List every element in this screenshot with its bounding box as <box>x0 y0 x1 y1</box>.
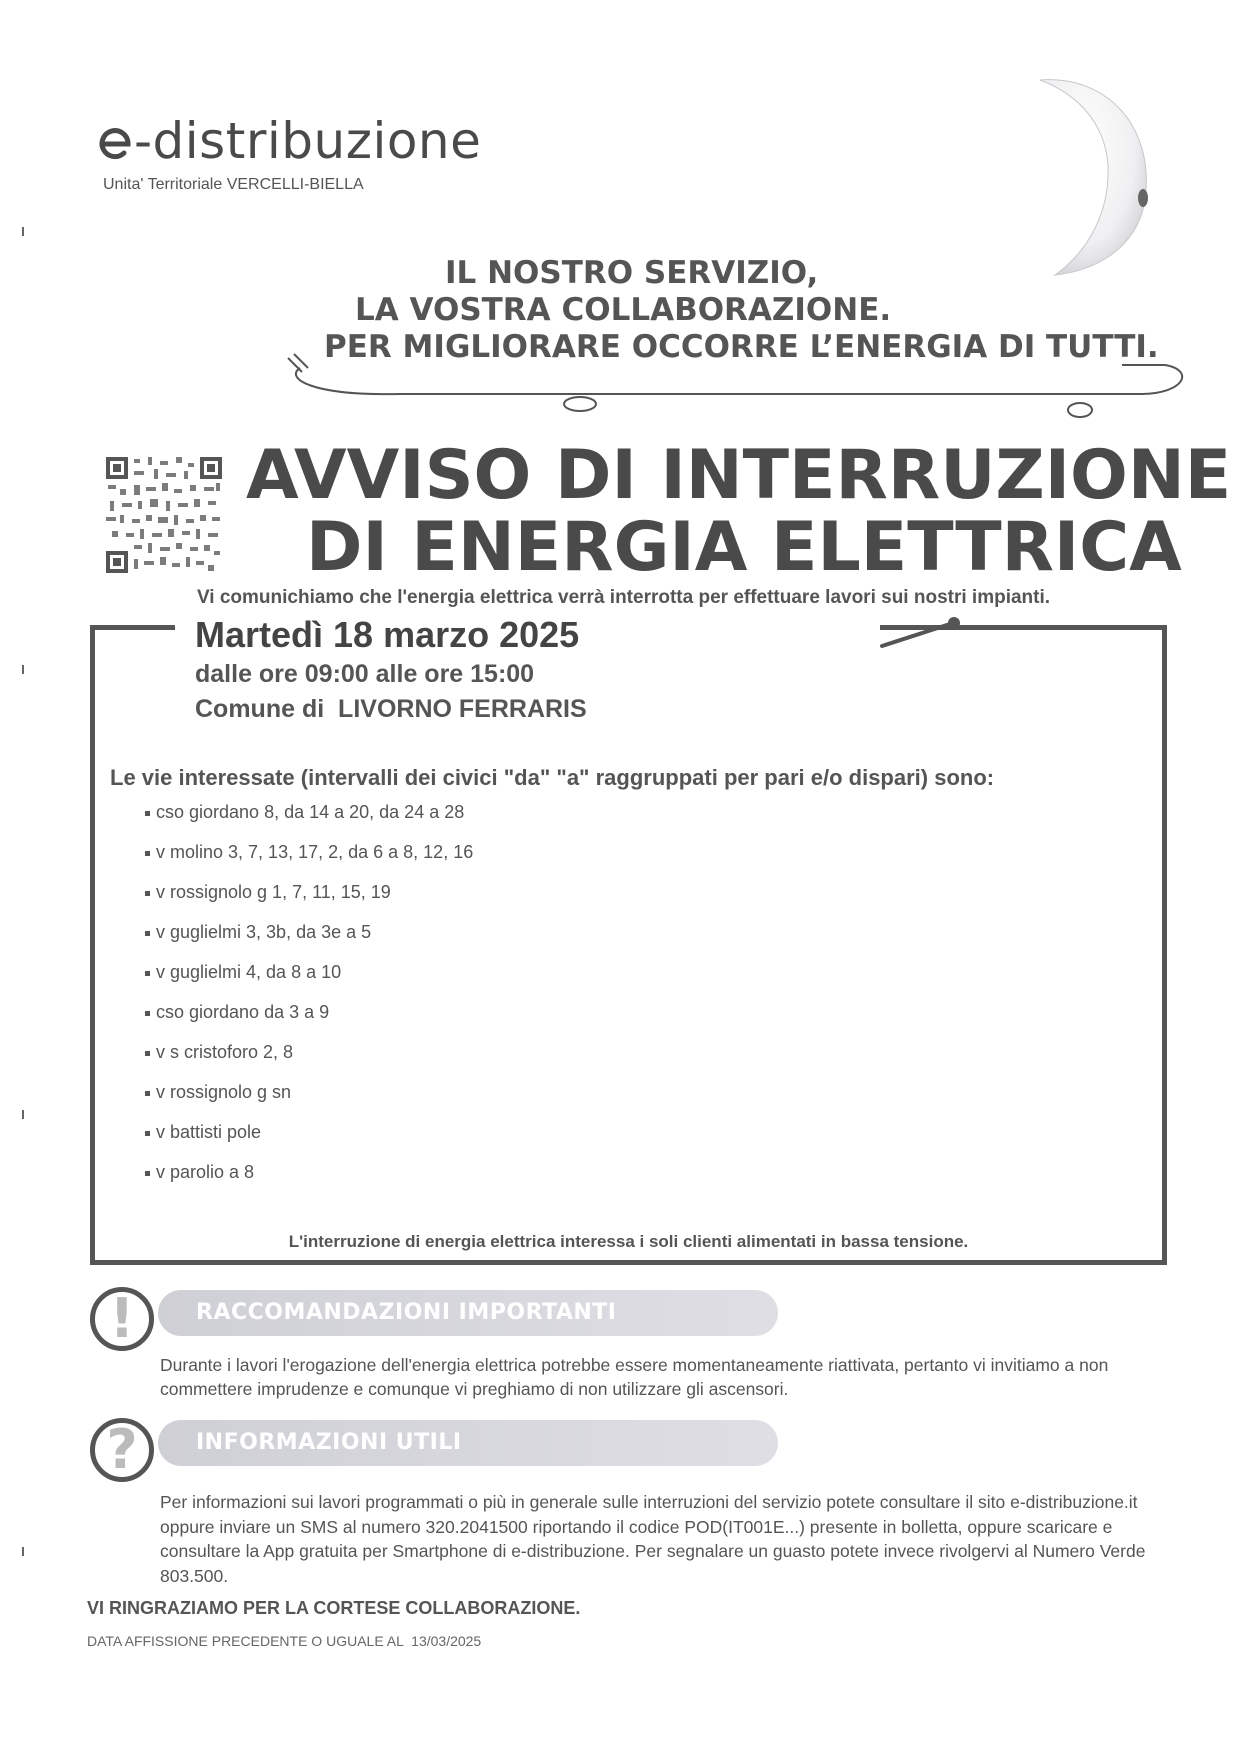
street-text: v guglielmi 3, 3b, da 3e a 5 <box>156 922 372 942</box>
question-icon: ? <box>90 1418 154 1482</box>
slogan-line: IL NOSTRO SERVIZIO, <box>445 255 819 291</box>
municipality: Comune di LIVORNO FERRARIS <box>195 695 587 723</box>
bullet-icon <box>145 1171 150 1176</box>
list-item <box>145 1039 473 1079</box>
bullet-icon <box>145 811 150 816</box>
qr-code-icon <box>104 455 224 575</box>
low-voltage-note: L'interruzione di energia elettrica interessa i soli clienti alimentati in bassa tensione. <box>288 1232 969 1251</box>
list-item <box>145 959 473 999</box>
street-text: v guglielmi 4, da 8 a 10 <box>156 962 342 982</box>
interruption-hours: dalle ore 09:00 alle ore 15:00 <box>195 660 535 688</box>
posting-date: DATA AFFISSIONE PRECEDENTE O UGUALE AL 13/03/2025 <box>87 1633 482 1649</box>
street-text: v rossignolo g 1, 7, 11, 15, 19 <box>156 882 391 902</box>
bullet-icon <box>145 931 150 936</box>
info-text: Per informazioni sui lavori programmati o più in generale sulle interruzioni del servizio potete consultare il sito e-distribuzione.it oppure inviare un SMS al numero 320.2041500 riportando il codice POD(IT001E...) presente in bolletta, oppure scaricare e consultare la App gratuita per Smartphone di e-distribuzione. Per segnalare un guasto potete invece rivolgervi al Numero Verde 803.500. <box>160 1492 1146 1586</box>
list-item <box>145 799 473 839</box>
company-logo <box>98 112 481 170</box>
list-item <box>145 1159 473 1199</box>
exclamation-icon: ! <box>90 1287 154 1351</box>
streets-title: Le vie interessate (intervalli dei civici "da" "a" raggruppati per pari e/o dispari) sono: <box>110 765 995 790</box>
margin-tick <box>22 1110 24 1119</box>
list-item <box>145 879 473 919</box>
intro-text: Vi comunichiamo che l'energia elettrica verrà interrotta per effettuare lavori sui nostri impianti. <box>196 587 1051 608</box>
streets-list <box>145 799 473 1199</box>
title-line: DI ENERGIA ELETTRICA <box>306 508 1182 587</box>
bullet-icon <box>145 891 150 896</box>
bullet-icon <box>145 1131 150 1136</box>
list-item <box>145 1119 473 1159</box>
title-line: AVVISO DI INTERRUZIONE <box>246 436 1232 515</box>
street-text: v parolio a 8 <box>156 1162 255 1182</box>
bullet-icon <box>145 1091 150 1096</box>
recommendations-heading: RACCOMANDAZIONI IMPORTANTI <box>158 1290 778 1336</box>
info-heading: INFORMAZIONI UTILI <box>158 1420 778 1466</box>
e-logo-icon <box>98 126 132 160</box>
margin-tick <box>22 665 24 674</box>
street-text: cso giordano 8, da 14 a 20, da 24 a 28 <box>156 802 465 822</box>
street-text: v s cristoforo 2, 8 <box>156 1042 294 1062</box>
bullet-icon <box>145 971 150 976</box>
street-text: v battisti pole <box>156 1122 262 1142</box>
bullet-icon <box>145 1051 150 1056</box>
street-text: cso giordano da 3 a 9 <box>156 1002 330 1022</box>
street-text: v molino 3, 7, 13, 17, 2, da 6 a 8, 12, 16 <box>156 842 474 862</box>
list-item <box>145 919 473 959</box>
bullet-icon <box>145 851 150 856</box>
territorial-unit: Unita' Territoriale VERCELLI-BIELLA <box>103 176 364 193</box>
interruption-date: Martedì 18 marzo 2025 <box>195 614 580 655</box>
list-item <box>145 999 473 1039</box>
notice-title <box>240 436 1232 587</box>
box-border-segment <box>90 625 175 630</box>
list-item <box>145 839 473 879</box>
power-cable-icon <box>280 338 1190 418</box>
logo-text: -distribuzione <box>134 112 482 170</box>
margin-tick <box>22 1547 24 1556</box>
pen-icon <box>880 610 990 650</box>
slogan-line: LA VOSTRA COLLABORAZIONE. <box>355 292 892 328</box>
bullet-icon <box>145 1011 150 1016</box>
slogan-line: PER MIGLIORARE OCCORRE L’ENERGIA DI TUTTI. <box>324 329 1159 365</box>
street-text: v rossignolo g sn <box>156 1082 292 1102</box>
thanks-text: VI RINGRAZIAMO PER LA CORTESE COLLABORAZIONE. <box>87 1598 581 1618</box>
list-item <box>145 1079 473 1119</box>
recommendations-text: Durante i lavori l'erogazione dell'energia elettrica potrebbe essere momentaneamente riattivata, pertanto vi invitiamo a non commettere imprudenze e comunque vi preghiamo di non utilizzare gli ascensori. <box>160 1355 1109 1399</box>
margin-tick <box>22 227 24 236</box>
